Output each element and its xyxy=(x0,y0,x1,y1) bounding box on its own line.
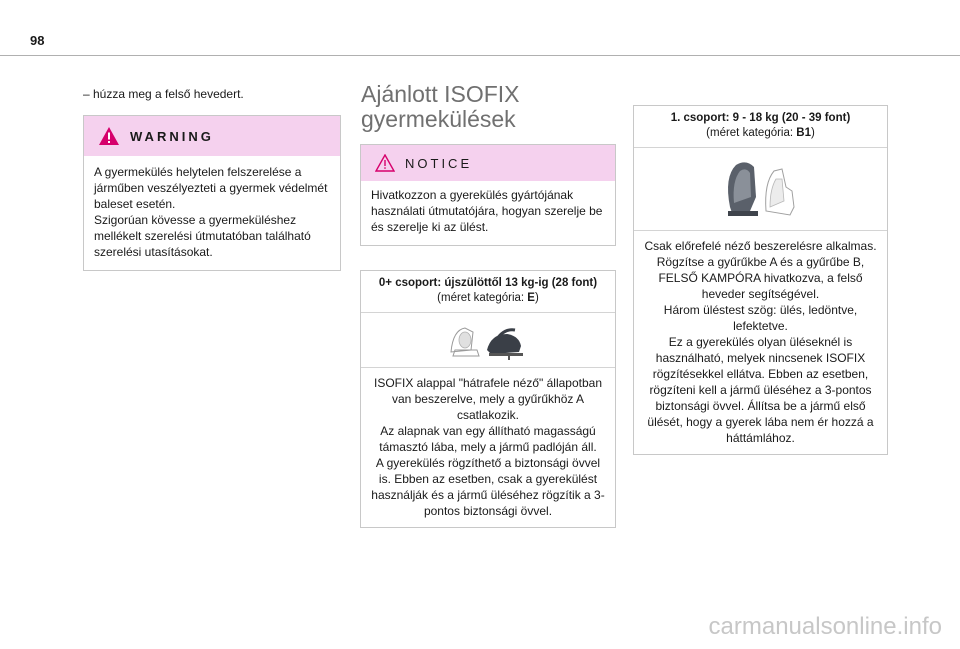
warning-text: A gyermekülés helytelen felszerelése a járműben veszélyezteti a gyermek védelmét baleset esetén. Szigorúan kövesse a gyermeküléshez mellékelt szerelési útmutatóban található szerelési utasításokat. xyxy=(94,165,328,259)
group0-text: ISOFIX alappal "hátrafele néző" állapotban van beszerelve, mely a gyűrűkhöz A csatlakozik. Az alapnak van egy állítható magasságú támasztó lába, mely a jármű padlóján áll. A gyerekülés rögzíthető a biztonsági övvel is. Ebben az esetben, csak a gyerekülést használják és a jármű üléséhez rögzítik a 3-pontos biztonsági övvel. xyxy=(371,376,605,518)
infant-carrier-illustration xyxy=(443,320,533,360)
warning-title: WARNING xyxy=(130,128,214,144)
group1-heading: 1. csoport: 9 - 18 kg (20 - 39 font) xyxy=(670,112,851,124)
warning-box xyxy=(83,115,341,271)
page-number: 98 xyxy=(30,33,45,48)
group0-category: (méret kategória: E) xyxy=(437,292,539,304)
group1-header xyxy=(634,106,887,148)
left-column xyxy=(83,86,341,271)
group1-card xyxy=(633,105,888,455)
forward-child-seat-illustration xyxy=(716,157,806,221)
group0-heading: 0+ csoport: újszülöttől 13 kg-ig (28 font) xyxy=(378,277,598,289)
warning-icon xyxy=(98,126,120,146)
notice-text: Hivatkozzon a gyerekülés gyártójának használati útmutatójára, hogyan szerelje be és szerelje ki az ülést. xyxy=(371,188,603,234)
notice-box xyxy=(360,144,616,246)
notice-title: NOTICE xyxy=(405,155,473,171)
group1-text: Csak előrefelé néző beszerelésre alkalmas. Rögzítse a gyűrűkbe A és a gyűrűbe B, FELSŐ KAMPÓRA hivatkozva, a felső heveder segítségével. Három üléstest szög: ülés, ledöntve, lefektetve. Ez a gyerekülés olyan üléseknél is használható, melyek nincsenek ISOFIX rögzítésekkel ellátva. Ebben az esetben, rögzíteni kell a jármű üléséhez a 3-pontos biztonsági övvel. Állítsa be a jármű első ülését, hogy a gyerek lába nem ér hozzá a háttámlához. xyxy=(644,239,877,445)
group0-header xyxy=(361,271,615,313)
group1-category-code: B1 xyxy=(796,127,811,139)
header-divider xyxy=(0,55,960,56)
group1-category: (méret kategória: B1) xyxy=(706,127,815,139)
notice-header xyxy=(361,145,615,181)
right-column xyxy=(633,105,888,455)
group1-image-row xyxy=(634,148,887,231)
section-title: Ajánlott ISOFIX gyermekülések xyxy=(361,81,520,132)
caution-icon xyxy=(375,154,395,172)
instruction-bullet: – húzza meg a felső hevedert. xyxy=(83,87,244,101)
group0-image-row xyxy=(361,313,615,368)
group0-card xyxy=(360,270,616,528)
middle-column xyxy=(360,82,616,528)
watermark: carmanualsonline.info xyxy=(708,613,942,640)
warning-header xyxy=(84,116,340,156)
group0-category-code: E xyxy=(527,292,535,304)
